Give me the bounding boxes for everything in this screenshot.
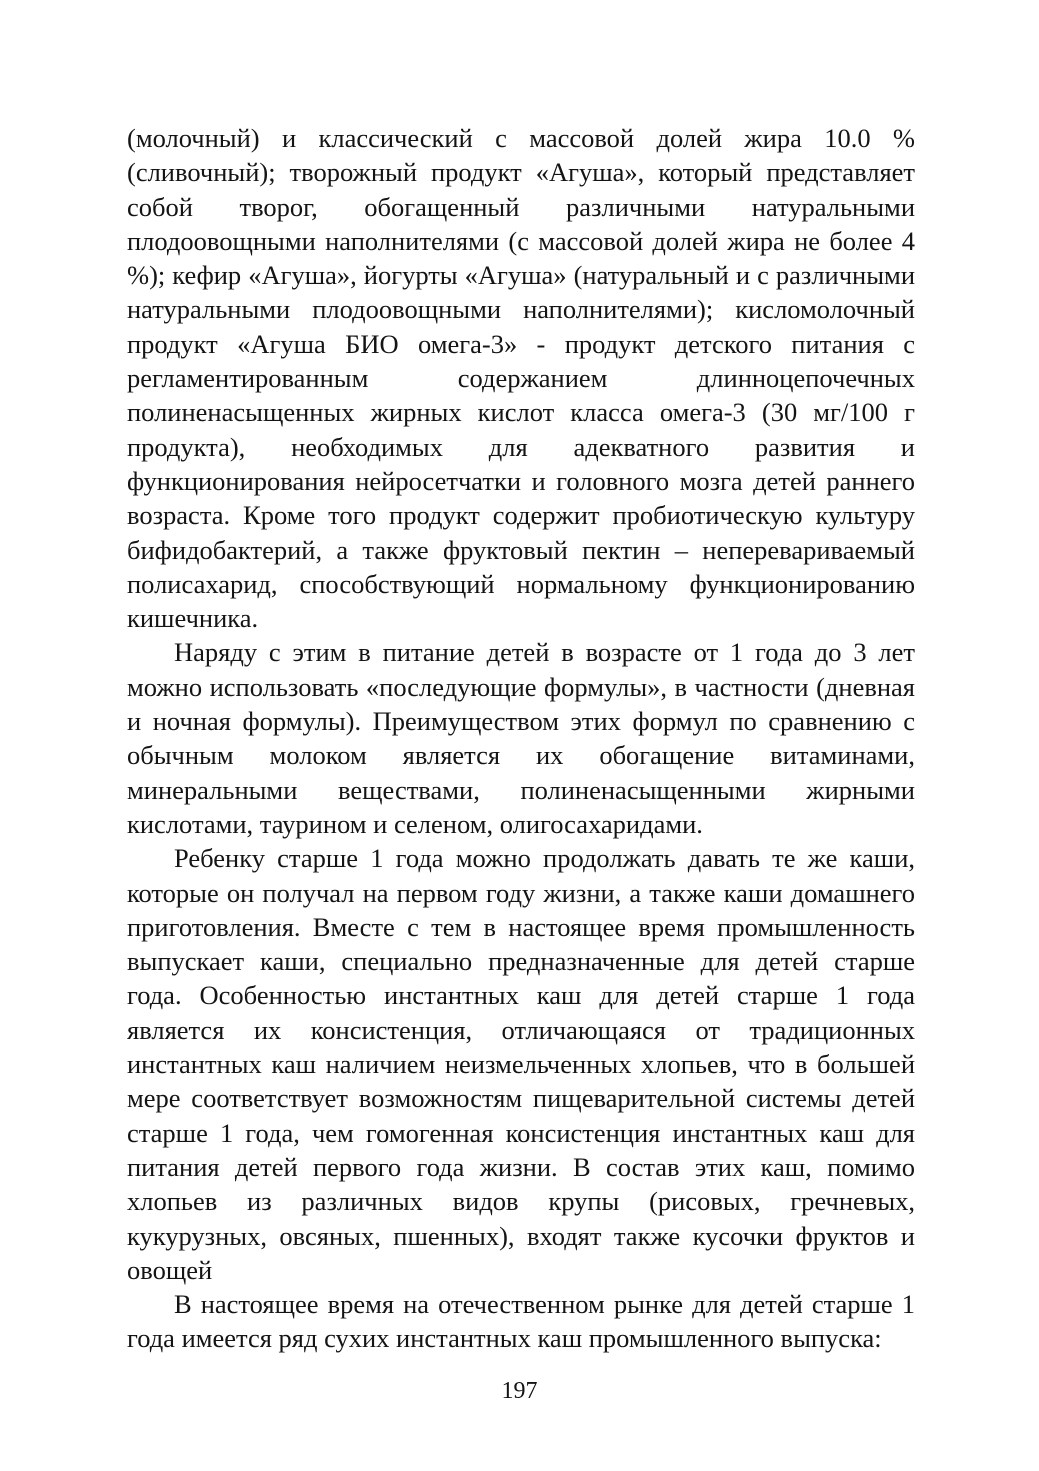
paragraph-follow-up-formulas: Наряду с этим в питание детей в возрасте от 1 года до 3 лет можно использовать «последующие формулы», в частности (дневная и ночная формулы). Преимуществом этих формул по сравнению с обычным молоком является их обогащение витаминами, минеральными веществами, полиненасыщенными жирными кислотами, таурином и селеном, олигосахаридами. — [127, 637, 915, 839]
page-number: 197 — [501, 1378, 538, 1404]
paragraph-domestic-market: В настоящее время на отечественном рынке для детей старше 1 года имеется ряд сухих инстантных каш промышленного выпуска: — [127, 1289, 915, 1354]
paragraph-continuation: (молочный) и классический с массовой долей жира 10.0 % (сливочный); творожный продукт «Агуша», который представляет собой творог, обогащенный различными натуральными плодоовощными наполнителями (с массовой долей жира не более 4 %); кефир «Агуша», йогурты «Агуша» (натуральный и с различными натуральными плодоовощными наполнителями); кисломолочный продукт «Агуша БИО омега-3» - продукт детского питания с регламентированным содержанием длинноцепочечных полиненасыщенных жирных кислот класса омега-3 (30 мг/100 г продукта), необходимых для адекватного развития и функционирования нейросетчатки и головного мозга детей раннего возраста. Кроме того продукт содержит пробиотическую культуру бифидобактерий, а также фруктовый пектин – неперевариваемый полисахарид, способствующий нормальному функционированию кишечника. — [127, 123, 915, 634]
body-text — [127, 121, 915, 1356]
paragraph-porridges: Ребенку старше 1 года можно продолжать давать те же каши, которые он получал на первом году жизни, а также каши домашнего приготовления. Вместе с тем в настоящее время промышленность выпускает каши, специально предназначенные для детей старше года. Особенностью инстантных каш для детей старше 1 года является их консистенция, отличающаяся от традиционных инстантных каш наличием неизмельченных хлопьев, что в большей мере соответствует возможностям пищеварительной системы детей старше 1 года, чем гомогенная консистенция инстантных каш для питания детей первого года жизни. В состав этих каш, помимо хлопьев из различных видов крупы (рисовых, гречневых, кукурузных, овсяных, пшенных), входят также кусочки фруктов и овощей — [127, 843, 915, 1285]
